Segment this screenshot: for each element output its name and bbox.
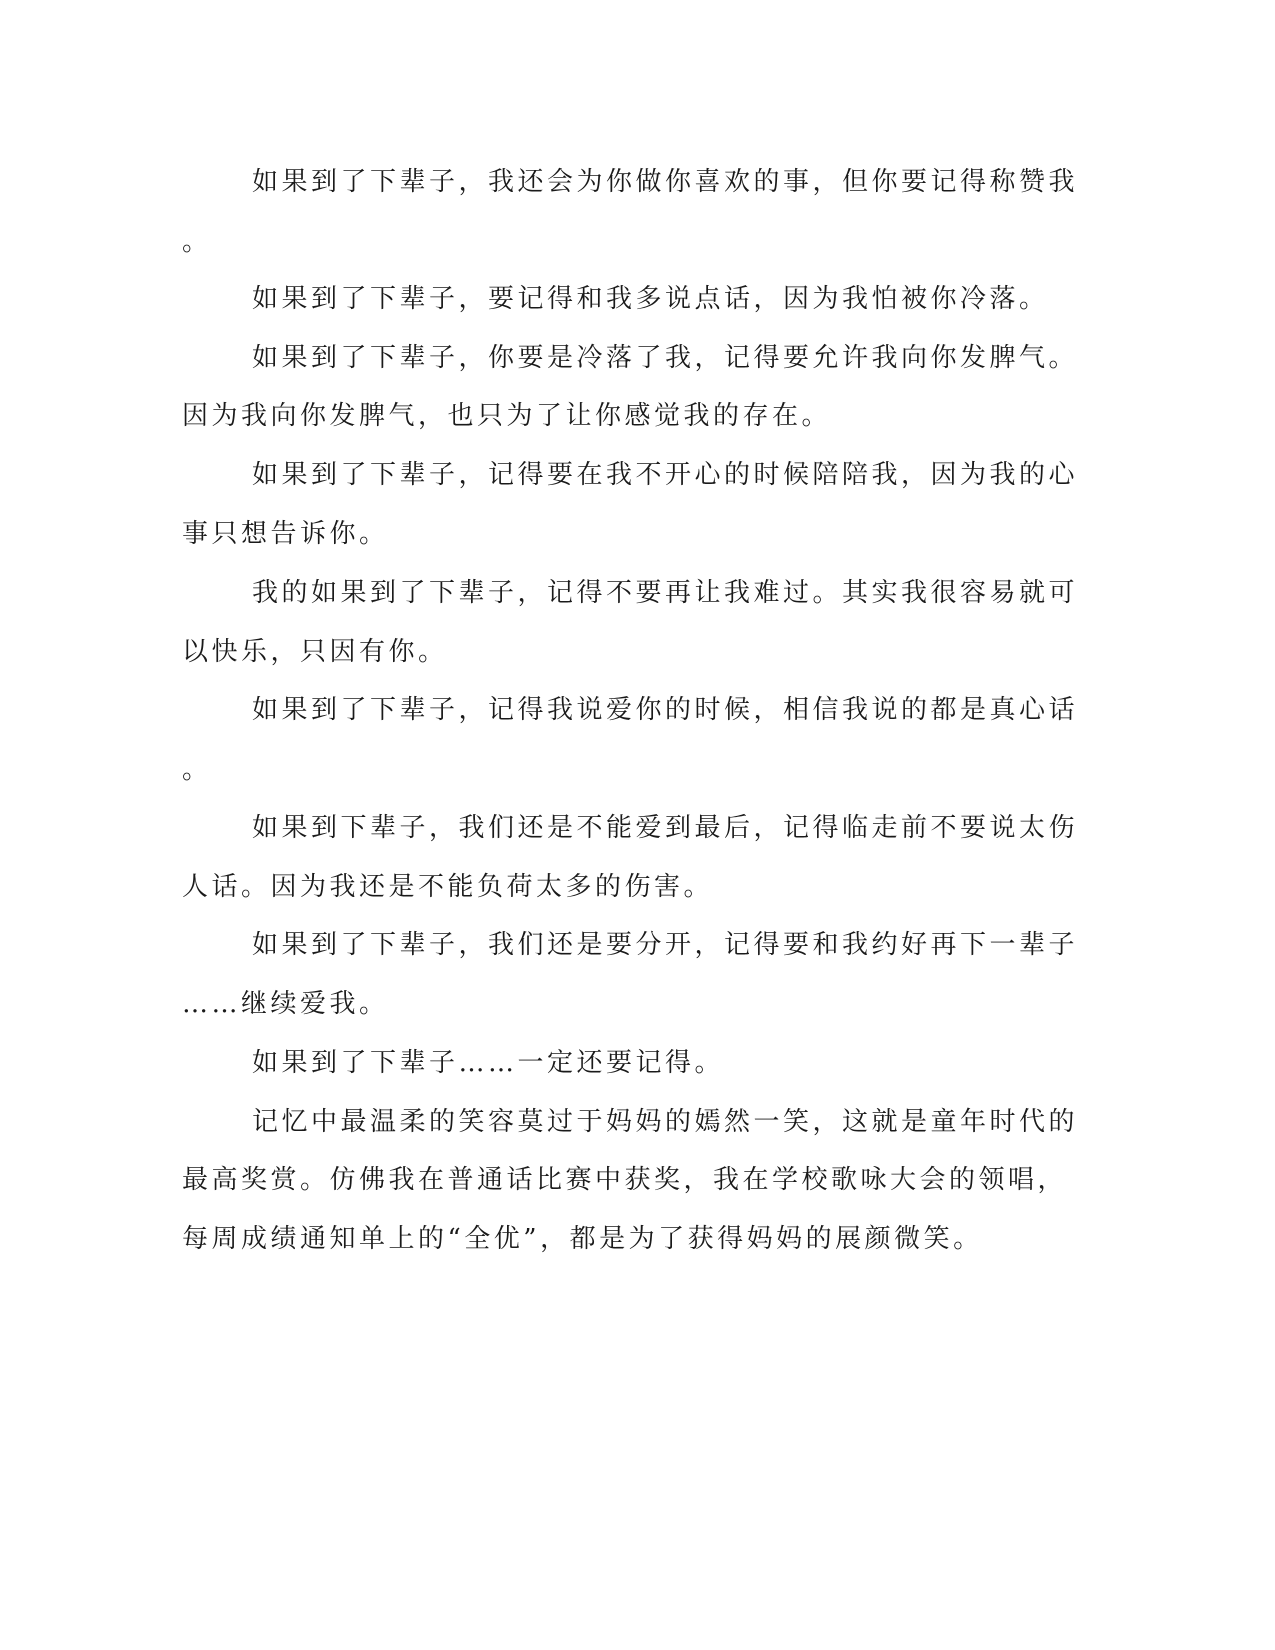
paragraph-10-line-3: 每周成绩通知单上的“全优”，都是为了获得妈妈的展颜微笑。: [182, 1224, 983, 1254]
paragraph-4-line-2: 事只想告诉你。: [182, 519, 389, 549]
paragraph-3-line-1: 如果到了下辈子，你要是冷落了我，记得要允许我向你发脾气。: [252, 343, 1079, 373]
paragraph-8-line-1: 如果到了下辈子，我们还是要分开，记得要和我约好再下一辈子: [252, 930, 1079, 960]
paragraph-8-line-2: ……继续爱我。: [182, 989, 389, 1019]
paragraph-4-line-1: 如果到了下辈子，记得要在我不开心的时候陪陪我，因为我的心: [252, 460, 1079, 490]
paragraph-7-line-1: 如果到下辈子，我们还是不能爱到最后，记得临走前不要说太伤: [252, 813, 1079, 843]
paragraph-10-line-1: 记忆中最温柔的笑容莫过于妈妈的嫣然一笑，这就是童年时代的: [252, 1107, 1079, 1137]
paragraph-1-line-1: 如果到了下辈子，我还会为你做你喜欢的事，但你要记得称赞我: [252, 167, 1079, 197]
paragraph-5-line-1: 我的如果到了下辈子，记得不要再让我难过。其实我很容易就可: [252, 578, 1079, 608]
paragraph-10-line-2: 最高奖赏。仿佛我在普通话比赛中获奖，我在学校歌咏大会的领唱，: [182, 1165, 1068, 1195]
paragraph-9-line-1: 如果到了下辈子……一定还要记得。: [252, 1048, 725, 1078]
paragraph-6-line-2: 。: [182, 755, 212, 785]
paragraph-6-line-1: 如果到了下辈子，记得我说爱你的时候，相信我说的都是真心话: [252, 695, 1079, 725]
paragraph-7-line-2: 人话。因为我还是不能负荷太多的伤害。: [182, 872, 714, 902]
paragraph-1-line-2: 。: [182, 227, 212, 257]
paragraph-5-line-2: 以快乐，只因有你。: [182, 637, 448, 667]
paragraph-2-line-1: 如果到了下辈子，要记得和我多说点话，因为我怕被你冷落。: [252, 284, 1049, 314]
paragraph-3-line-2: 因为我向你发脾气，也只为了让你感觉我的存在。: [182, 401, 832, 431]
